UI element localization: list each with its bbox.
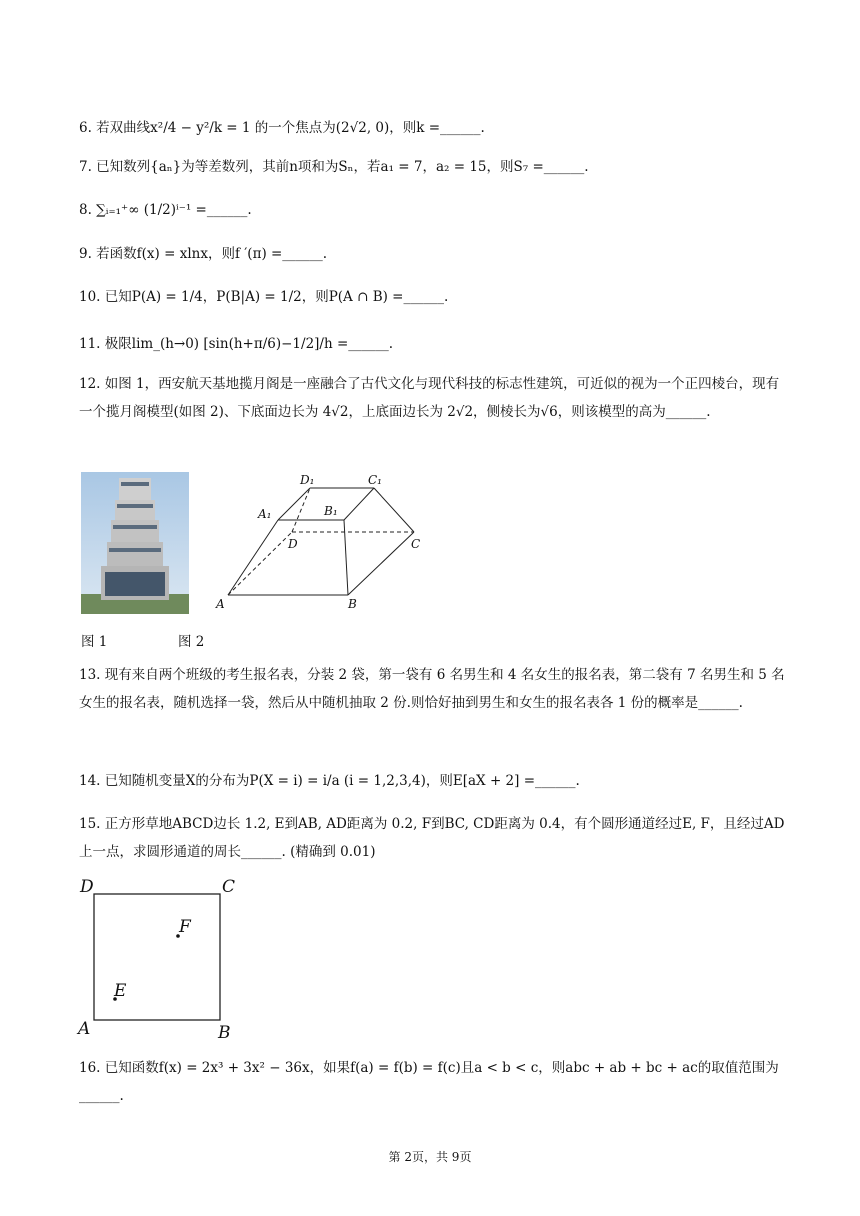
question-11: 11. 极限lim_(h→0) [sin(h+π/6)−1/2]/h =______.	[79, 336, 394, 352]
square-label-D: D	[80, 877, 94, 897]
label-D: D	[288, 537, 298, 551]
label-A: A	[216, 597, 225, 611]
square-label-E: E	[114, 981, 127, 1001]
square-label-F: F	[179, 917, 191, 937]
label-A1: A₁	[258, 507, 272, 521]
label-C1: C₁	[368, 473, 382, 487]
label-D1: D₁	[300, 473, 315, 487]
question-14: 14. 已知随机变量X的分布为P(X = i) = i/a (i = 1,2,3,4)，则E[aX + 2] =______.	[79, 773, 580, 789]
figure-2-caption: 图 2	[178, 634, 205, 650]
question-8: 8. ∑ᵢ₌₁⁺∞ (1/2)ⁱ⁻¹ =______.	[79, 202, 252, 218]
question-6: 6. 若双曲线x²/4 − y²/k = 1 的一个焦点为(2√2, 0)，则k =______.	[79, 120, 485, 136]
frustum-diagram	[206, 468, 436, 618]
question-13: 13. 现有来自两个班级的考生报名表，分装 2 袋，第一袋有 6 名男生和 4 名女生的报名表，第二袋有 7 名男生和 5 名女生的报名表，随机选择一袋，然后从中随机抽取 2 份.则恰好抽到男生和女生的报名表各 1 份的概率是______.	[79, 667, 785, 711]
question-10: 10. 已知P(A) = 1/4，P(B|A) = 1/2，则P(A ∩ B) =______.	[79, 289, 449, 305]
label-C: C	[411, 537, 421, 551]
question-15: 15. 正方形草地ABCD边长 1.2, E到AB, AD距离为 0.2, F到BC, CD距离为 0.4，有个圆形通道经过E, F，且经过AD上一点，求圆形通道的周长______. (精确到 0.01)	[79, 816, 785, 860]
label-B: B	[348, 597, 357, 611]
figure-1-caption: 图 1	[81, 634, 108, 650]
square-diagram	[72, 872, 242, 1042]
page-footer: 第 2页，共 9页	[388, 1150, 472, 1164]
square-label-B: B	[218, 1023, 231, 1042]
question-12: 12. 如图 1，西安航天基地揽月阁是一座融合了古代文化与现代科技的标志性建筑，可近似的视为一个正四棱台，现有一个揽月阁模型(如图 2)、下底面边长为 4√2，上底面边长为 2√2，侧棱长为√6，则该模型的高为______.	[79, 376, 780, 420]
question-7: 7. 已知数列{aₙ}为等差数列，其前n项和为Sₙ，若a₁ = 7，a₂ = 15，则S₇ =______.	[79, 159, 589, 175]
label-B1: B₁	[324, 504, 338, 518]
question-16: 16. 已知函数f(x) = 2x³ + 3x² − 36x，如果f(a) = f(b) = f(c)且a < b < c，则abc + ab + bc + ac的取值范围为______.	[79, 1060, 779, 1104]
square-label-A: A	[78, 1019, 91, 1039]
square-label-C: C	[222, 877, 236, 897]
tower-photo	[81, 472, 189, 614]
question-9: 9. 若函数f(x) = xlnx，则f ′(π) =______.	[79, 246, 328, 262]
